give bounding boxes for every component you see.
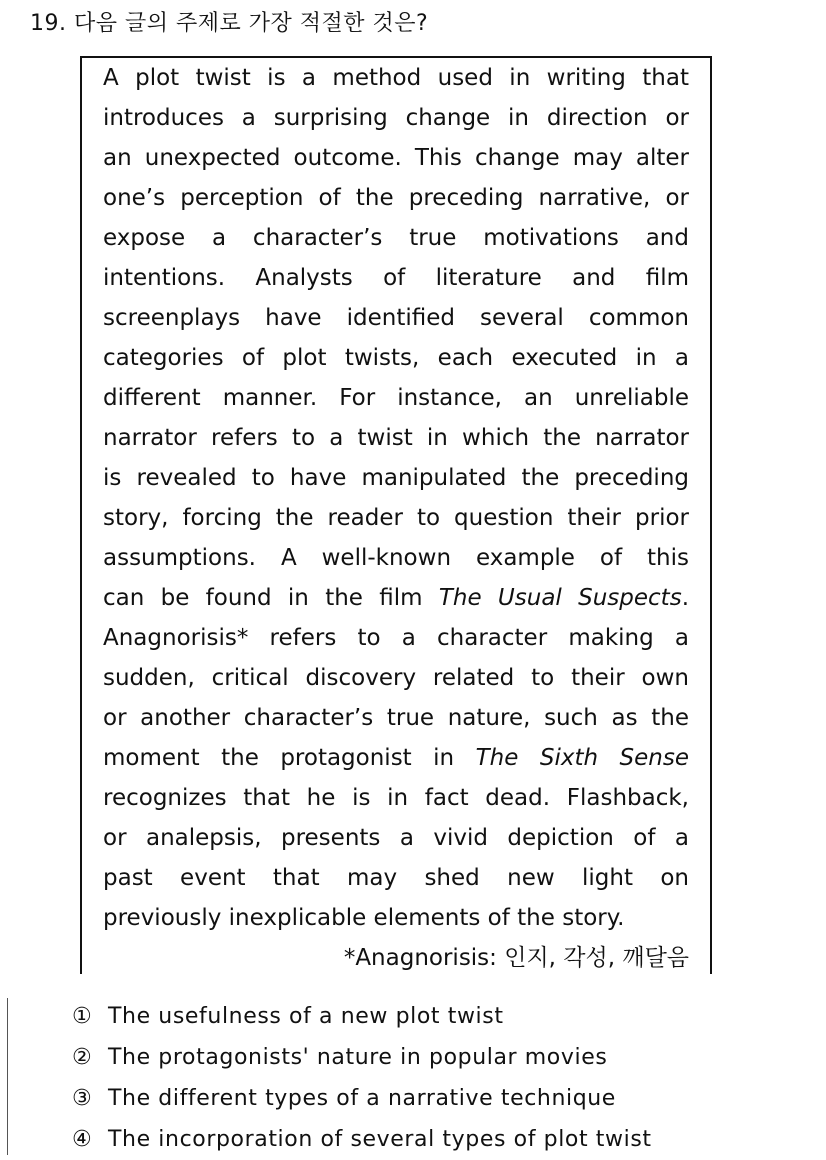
choice-3[interactable] [72,1078,652,1119]
movie-title-usual-suspects: The Usual Suspects [438,585,682,611]
passage-line: an unexpected outcome. This change may alter [103,145,689,171]
choice-number: ④ [72,1127,93,1152]
passage-text: moment the protagonist in [103,745,476,771]
passage-line: sudden, critical discovery related to their own [103,665,689,691]
choice-text: The different types of a narrative technique [108,1086,616,1111]
passage-line: previously inexplicable elements of the story. [103,905,625,931]
passage-line: story, forcing the reader to question their prior [103,505,689,531]
choice-text: The incorporation of several types of plot twist [108,1127,652,1152]
passage-line: A plot twist is a method used in writing that [103,65,689,91]
question-number: 19. [30,11,67,36]
passage-text: . [681,585,689,611]
choice-1[interactable] [72,996,652,1037]
passage-line: is revealed to have manipulated the preceding [103,465,689,491]
question-header [30,6,428,37]
passage-line: introduces a surprising change in direction or [103,105,689,131]
passage [103,58,689,978]
passage-line: expose a character’s true motivations and [103,225,689,251]
passage-line: different manner. For instance, an unreliable [103,385,689,411]
passage-line [103,738,689,778]
choice-number: ② [72,1045,93,1070]
passage-line: Anagnorisis* refers to a character making a [103,625,689,651]
passage-line: one’s perception of the preceding narrative, or [103,185,689,211]
choice-4[interactable] [72,1119,652,1160]
passage-line: assumptions. A well-known example of this [103,545,689,571]
margin-rule [7,998,8,1155]
choice-text: The usefulness of a new plot twist [108,1004,504,1029]
passage-line: recognizes that he is in fact dead. Flashback, [103,785,689,811]
passage-line: or analepsis, presents a vivid depiction of a [103,825,689,851]
passage-line: or another character’s true nature, such as the [103,705,689,731]
passage-line [103,578,689,618]
choice-number: ③ [72,1086,93,1111]
passage-line: past event that may shed new light on [103,865,689,891]
answer-choices [72,996,652,1160]
passage-line: intentions. Analysts of literature and film [103,265,689,291]
choice-2[interactable] [72,1037,652,1078]
choice-number: ① [72,1004,93,1029]
footnote: *Anagnorisis: 인지, 각성, 깨달음 [343,945,689,971]
passage-line: narrator refers to a twist in which the narrator [103,425,689,451]
passage-text: can be found in the film [103,585,439,611]
choice-text: The protagonists' nature in popular movies [108,1045,608,1070]
question-prompt: 다음 글의 주제로 가장 적절한 것은? [74,11,429,36]
movie-title-sixth-sense: The Sixth Sense [475,745,689,771]
passage-line: screenplays have identified several common [103,305,689,331]
passage-line: categories of plot twists, each executed in a [103,345,689,371]
